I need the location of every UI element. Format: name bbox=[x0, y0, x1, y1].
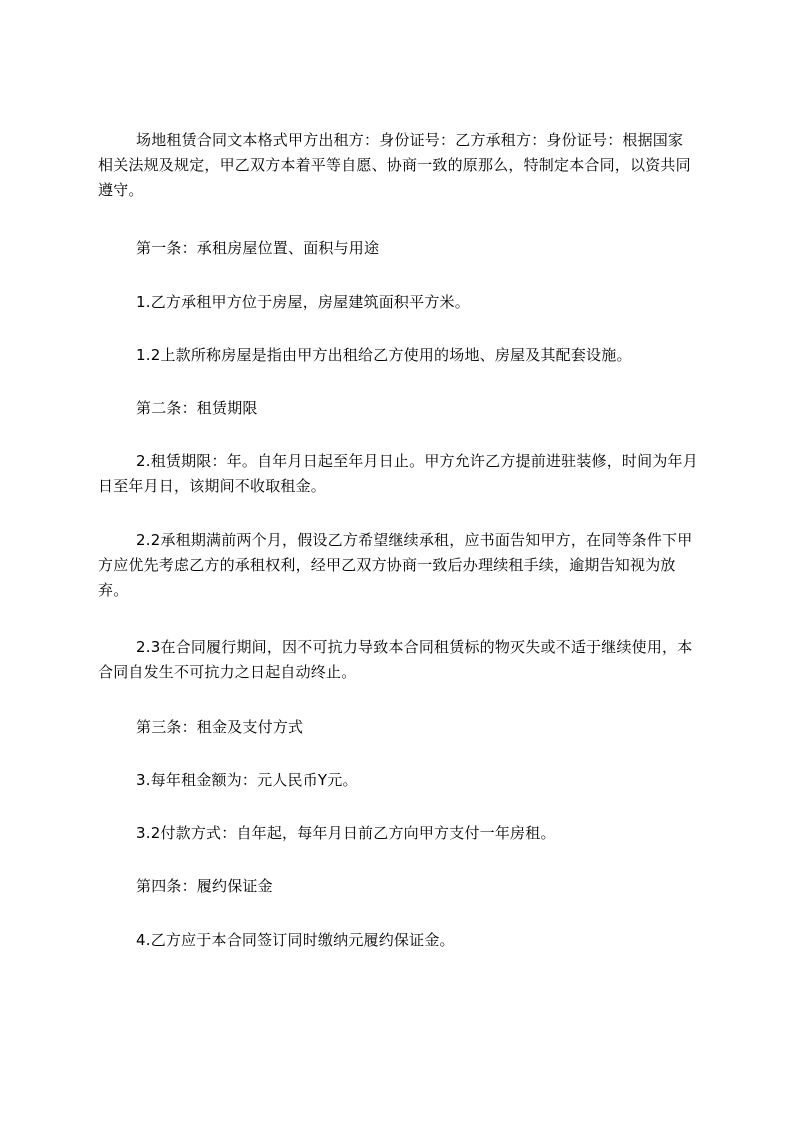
clause-2-3: 2.3在合同履行期间，因不可抗力导致本合同租赁标的物灭失或不适于继续使用，本合同自发生不可抗力之日起自动终止。 bbox=[98, 638, 693, 681]
clause-3-1: 3.每年租金额为：元人民币Y元。 bbox=[136, 771, 358, 789]
clause-3-2: 3.2付款方式：自年起，每年月日前乙方向甲方支付一年房租。 bbox=[136, 824, 556, 842]
intro-paragraph: 场地租赁合同文本格式甲方出租方：身份证号：乙方承租方：身份证号：根据国家相关法规及规定，甲乙双方本着平等自愿、协商一致的原那么，特制定本合同，以资共同遵守。 bbox=[98, 131, 691, 199]
article-1-heading: 第一条：承租房屋位置、面积与用途 bbox=[136, 239, 380, 257]
article-4-heading: 第四条：履约保证金 bbox=[136, 877, 273, 895]
article-3-heading: 第三条：租金及支付方式 bbox=[136, 718, 304, 736]
clause-1-2: 1.2上款所称房屋是指由甲方出租给乙方使用的场地、房屋及其配套设施。 bbox=[136, 346, 632, 364]
article-2-heading: 第二条：租赁期限 bbox=[136, 399, 258, 417]
clause-2-2: 2.2承租期满前两个月，假设乙方希望继续承租，应书面告知甲方，在同等条件下甲方应优先考虑乙方的承租权利，经甲乙双方协商一致后办理续租手续，逾期告知视为放弃。 bbox=[98, 531, 693, 599]
clause-4-1: 4.乙方应于本合同签订同时缴纳元履约保证金。 bbox=[136, 931, 455, 949]
clause-1-1: 1.乙方承租甲方位于房屋，房屋建筑面积平方米。 bbox=[136, 293, 470, 311]
clause-2-1: 2.租赁期限：年。自年月日起至年月日止。甲方允许乙方提前进驻装修，时间为年月日至年月日，该期间不收取租金。 bbox=[98, 452, 698, 495]
